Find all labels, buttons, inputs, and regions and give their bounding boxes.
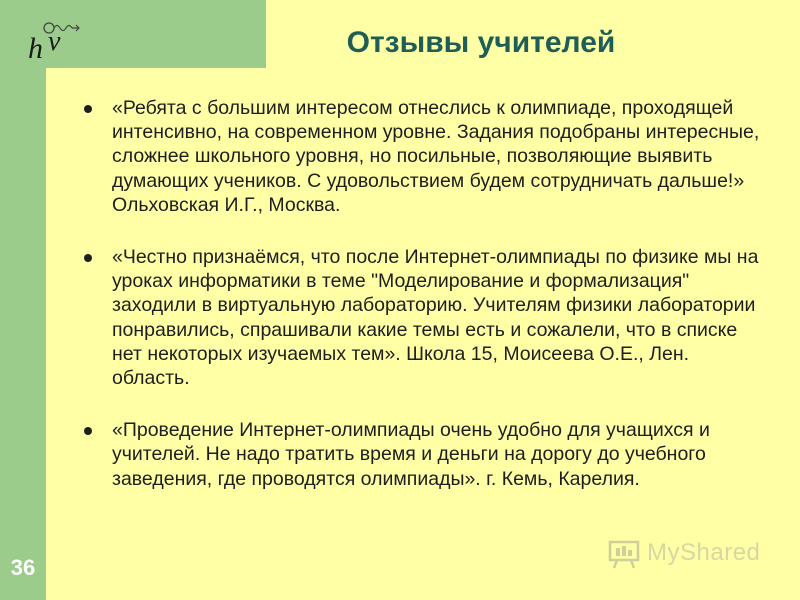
review-item — [84, 418, 764, 491]
logo-nu-letter: ν — [48, 26, 61, 57]
review-item — [84, 245, 764, 390]
review-text: «Проведение Интернет-олимпиады очень удобно для учащихся и учителей. Не надо тратить время и деньги на дорогу до учебного заведения, где проводятся олимпиады». г. Кемь, Карелия. — [112, 419, 710, 490]
review-text: «Ребята с большим интересом отнеслись к олимпиаде, проходящей интенсивно, на современном уровне. Задания подобраны интересные, сложнее школьного уровня, но посильные, позволяющие выявить думающих учеников. С удовольствием будем сотрудничать дальше!» Ольховская И.Г., Москва. — [112, 97, 760, 216]
bullet-icon — [84, 105, 92, 113]
logo-h-letter: h — [28, 32, 43, 65]
bullet-icon — [84, 254, 92, 262]
reviews-list — [84, 96, 764, 519]
review-text: «Честно признаёмся, что после Интернет-олимпиады по физике мы на уроках информатики в теме "Моделирование и формализация" заходили в виртуальную лабораторию. Учителям физики лаборатории понравились, спрашивали какие темы есть и сожалели, что в списке нет некоторых изучаемых тем». Школа 15, Моисеева О.Е., Лен. область. — [112, 246, 759, 390]
myshared-watermark — [607, 537, 767, 571]
watermark-text: MyShared — [647, 539, 761, 566]
presentation-board-icon — [607, 539, 641, 569]
h-nu-logo — [20, 18, 90, 70]
review-item — [84, 96, 764, 217]
left-sidebar-band — [0, 0, 46, 600]
page-number: 36 — [10, 555, 36, 580]
bullet-icon — [84, 427, 92, 435]
slide-title: Отзывы учителей — [346, 26, 616, 59]
